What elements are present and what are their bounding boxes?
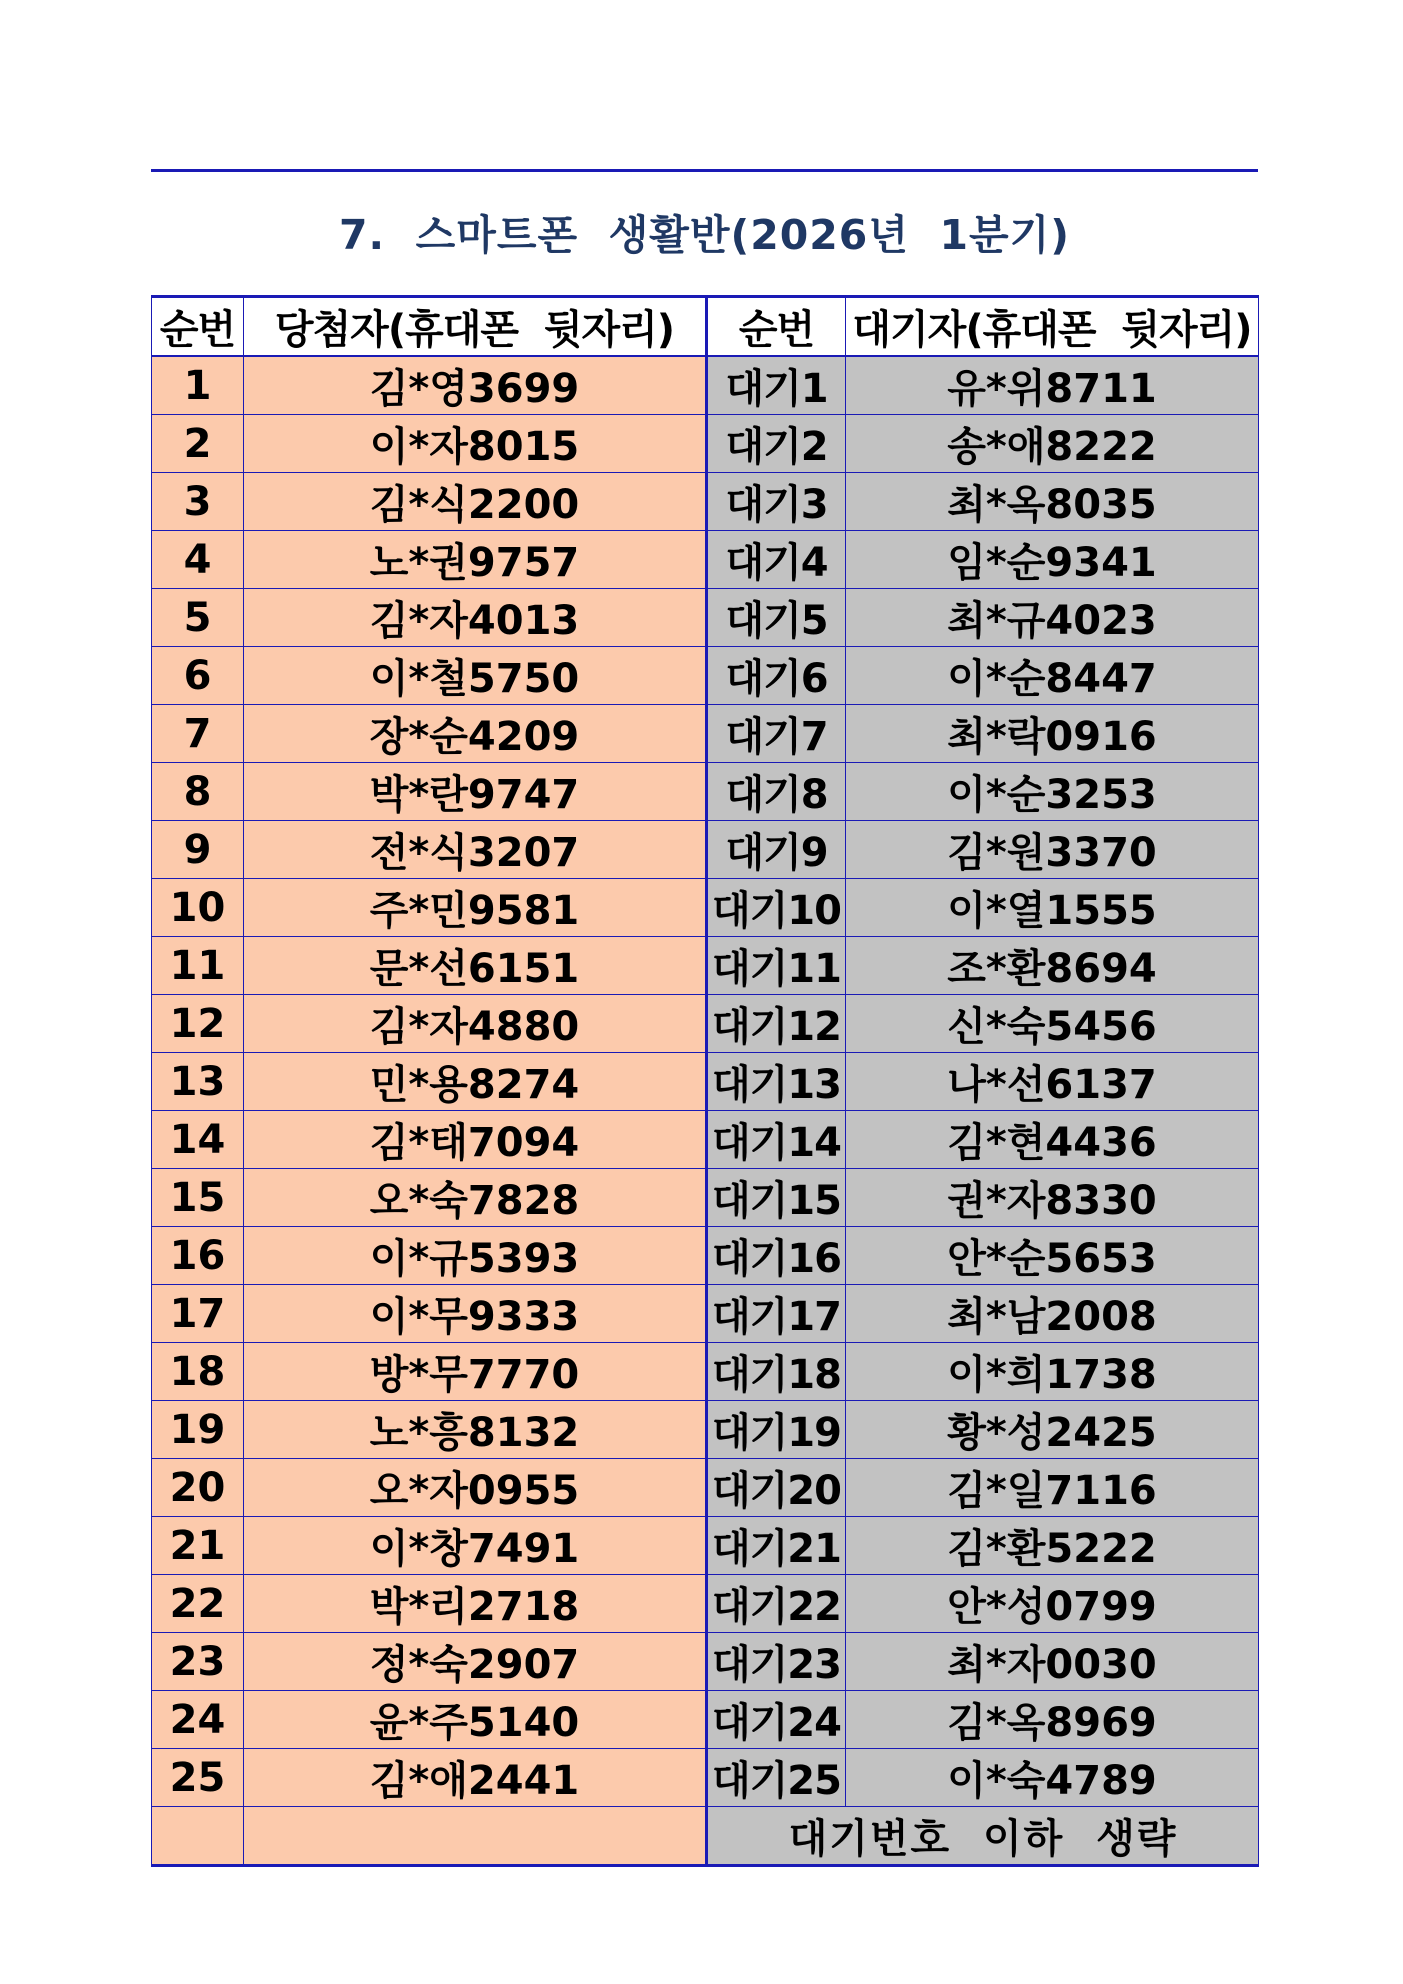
cell-waiter: 이*순3253 <box>846 763 1259 821</box>
table-row <box>152 821 1259 879</box>
table-row <box>152 531 1259 589</box>
cell-winner: 김*애2441 <box>244 1749 707 1807</box>
empty-cell <box>244 1807 707 1866</box>
cell-wait-number: 대기12 <box>707 995 846 1053</box>
page-title: 7. 스마트폰 생활반(2026년 1분기) <box>339 211 1070 259</box>
cell-wait-number: 대기24 <box>707 1691 846 1749</box>
cell-winner: 오*숙7828 <box>244 1169 707 1227</box>
cell-win-number: 21 <box>152 1517 244 1575</box>
table-row <box>152 1285 1259 1343</box>
table-row <box>152 1343 1259 1401</box>
cell-waiter: 김*일7116 <box>846 1459 1259 1517</box>
cell-wait-number: 대기16 <box>707 1227 846 1285</box>
cell-waiter: 이*희1738 <box>846 1343 1259 1401</box>
cell-waiter: 최*락0916 <box>846 705 1259 763</box>
table-row <box>152 1575 1259 1633</box>
cell-waiter: 안*순5653 <box>846 1227 1259 1285</box>
cell-win-number: 2 <box>152 415 244 473</box>
table-header-row <box>152 297 1259 357</box>
cell-waiter: 최*옥8035 <box>846 473 1259 531</box>
cell-win-number: 10 <box>152 879 244 937</box>
table-row <box>152 1633 1259 1691</box>
cell-waiter: 김*환5222 <box>846 1517 1259 1575</box>
table-row <box>152 589 1259 647</box>
cell-wait-number: 대기8 <box>707 763 846 821</box>
cell-wait-number: 대기3 <box>707 473 846 531</box>
table-row <box>152 356 1259 415</box>
cell-waiter: 송*애8222 <box>846 415 1259 473</box>
cell-wait-number: 대기13 <box>707 1053 846 1111</box>
cell-wait-number: 대기17 <box>707 1285 846 1343</box>
cell-winner: 전*식3207 <box>244 821 707 879</box>
cell-win-number: 15 <box>152 1169 244 1227</box>
cell-wait-number: 대기9 <box>707 821 846 879</box>
cell-wait-number: 대기18 <box>707 1343 846 1401</box>
cell-win-number: 7 <box>152 705 244 763</box>
cell-wait-number: 대기1 <box>707 356 846 415</box>
cell-waiter: 유*위8711 <box>846 356 1259 415</box>
cell-win-number: 4 <box>152 531 244 589</box>
cell-waiter: 최*규4023 <box>846 589 1259 647</box>
cell-win-number: 19 <box>152 1401 244 1459</box>
cell-win-number: 23 <box>152 1633 244 1691</box>
cell-win-number: 22 <box>152 1575 244 1633</box>
cell-wait-number: 대기14 <box>707 1111 846 1169</box>
table-row <box>152 1401 1259 1459</box>
header-wait-number: 순번 <box>707 297 846 357</box>
header-win-number: 순번 <box>152 297 244 357</box>
table-row <box>152 705 1259 763</box>
cell-wait-number: 대기2 <box>707 415 846 473</box>
cell-winner: 방*무7770 <box>244 1343 707 1401</box>
cell-winner: 김*식2200 <box>244 473 707 531</box>
cell-waiter: 임*순9341 <box>846 531 1259 589</box>
cell-win-number: 3 <box>152 473 244 531</box>
cell-waiter: 이*열1555 <box>846 879 1259 937</box>
cell-wait-number: 대기7 <box>707 705 846 763</box>
table-row <box>152 473 1259 531</box>
table-body <box>152 297 1259 1866</box>
cell-waiter: 안*성0799 <box>846 1575 1259 1633</box>
cell-winner: 장*순4209 <box>244 705 707 763</box>
header-waiter: 대기자(휴대폰 뒷자리) <box>846 297 1259 357</box>
table-row <box>152 1691 1259 1749</box>
cell-winner: 김*자4880 <box>244 995 707 1053</box>
table-row <box>152 647 1259 705</box>
table-row <box>152 1111 1259 1169</box>
cell-waiter: 신*숙5456 <box>846 995 1259 1053</box>
cell-wait-number: 대기6 <box>707 647 846 705</box>
cell-winner: 김*태7094 <box>244 1111 707 1169</box>
cell-win-number: 17 <box>152 1285 244 1343</box>
table-row <box>152 937 1259 995</box>
cell-waiter: 나*선6137 <box>846 1053 1259 1111</box>
cell-wait-number: 대기21 <box>707 1517 846 1575</box>
cell-wait-number: 대기19 <box>707 1401 846 1459</box>
waitlist-omitted-note: 대기번호 이하 생략 <box>707 1807 1259 1866</box>
cell-win-number: 24 <box>152 1691 244 1749</box>
lottery-result-table <box>151 295 1259 1867</box>
cell-win-number: 11 <box>152 937 244 995</box>
cell-win-number: 1 <box>152 356 244 415</box>
cell-winner: 주*민9581 <box>244 879 707 937</box>
cell-winner: 이*무9333 <box>244 1285 707 1343</box>
cell-waiter: 권*자8330 <box>846 1169 1259 1227</box>
cell-waiter: 이*순8447 <box>846 647 1259 705</box>
cell-waiter: 황*성2425 <box>846 1401 1259 1459</box>
cell-wait-number: 대기5 <box>707 589 846 647</box>
cell-winner: 노*권9757 <box>244 531 707 589</box>
cell-winner: 이*창7491 <box>244 1517 707 1575</box>
table-row <box>152 1227 1259 1285</box>
cell-win-number: 9 <box>152 821 244 879</box>
table-row <box>152 1517 1259 1575</box>
cell-wait-number: 대기15 <box>707 1169 846 1227</box>
cell-winner: 민*용8274 <box>244 1053 707 1111</box>
cell-waiter: 최*남2008 <box>846 1285 1259 1343</box>
cell-win-number: 16 <box>152 1227 244 1285</box>
cell-waiter: 김*옥8969 <box>846 1691 1259 1749</box>
cell-wait-number: 대기25 <box>707 1749 846 1807</box>
cell-wait-number: 대기11 <box>707 937 846 995</box>
cell-winner: 김*영3699 <box>244 356 707 415</box>
cell-waiter: 조*환8694 <box>846 937 1259 995</box>
empty-cell <box>152 1807 244 1866</box>
table-row <box>152 763 1259 821</box>
cell-winner: 오*자0955 <box>244 1459 707 1517</box>
cell-winner: 윤*주5140 <box>244 1691 707 1749</box>
cell-wait-number: 대기4 <box>707 531 846 589</box>
cell-waiter: 이*숙4789 <box>846 1749 1259 1807</box>
table-row <box>152 995 1259 1053</box>
table-row <box>152 1749 1259 1807</box>
header-winner: 당첨자(휴대폰 뒷자리) <box>244 297 707 357</box>
cell-winner: 노*흥8132 <box>244 1401 707 1459</box>
cell-win-number: 25 <box>152 1749 244 1807</box>
cell-winner: 박*란9747 <box>244 763 707 821</box>
cell-winner: 이*자8015 <box>244 415 707 473</box>
cell-win-number: 12 <box>152 995 244 1053</box>
cell-win-number: 8 <box>152 763 244 821</box>
cell-winner: 이*철5750 <box>244 647 707 705</box>
cell-win-number: 5 <box>152 589 244 647</box>
table-row <box>152 1169 1259 1227</box>
cell-wait-number: 대기10 <box>707 879 846 937</box>
table-footer-row <box>152 1807 1259 1866</box>
top-divider-line <box>151 169 1258 172</box>
cell-wait-number: 대기20 <box>707 1459 846 1517</box>
cell-winner: 박*리2718 <box>244 1575 707 1633</box>
cell-win-number: 13 <box>152 1053 244 1111</box>
table-row <box>152 1459 1259 1517</box>
cell-winner: 김*자4013 <box>244 589 707 647</box>
cell-winner: 이*규5393 <box>244 1227 707 1285</box>
cell-waiter: 김*원3370 <box>846 821 1259 879</box>
table-row <box>152 1053 1259 1111</box>
cell-wait-number: 대기22 <box>707 1575 846 1633</box>
cell-waiter: 최*자0030 <box>846 1633 1259 1691</box>
cell-winner: 정*숙2907 <box>244 1633 707 1691</box>
cell-winner: 문*선6151 <box>244 937 707 995</box>
cell-waiter: 김*현4436 <box>846 1111 1259 1169</box>
cell-win-number: 14 <box>152 1111 244 1169</box>
cell-win-number: 20 <box>152 1459 244 1517</box>
table-row <box>152 415 1259 473</box>
cell-win-number: 6 <box>152 647 244 705</box>
cell-wait-number: 대기23 <box>707 1633 846 1691</box>
table-row <box>152 879 1259 937</box>
cell-win-number: 18 <box>152 1343 244 1401</box>
